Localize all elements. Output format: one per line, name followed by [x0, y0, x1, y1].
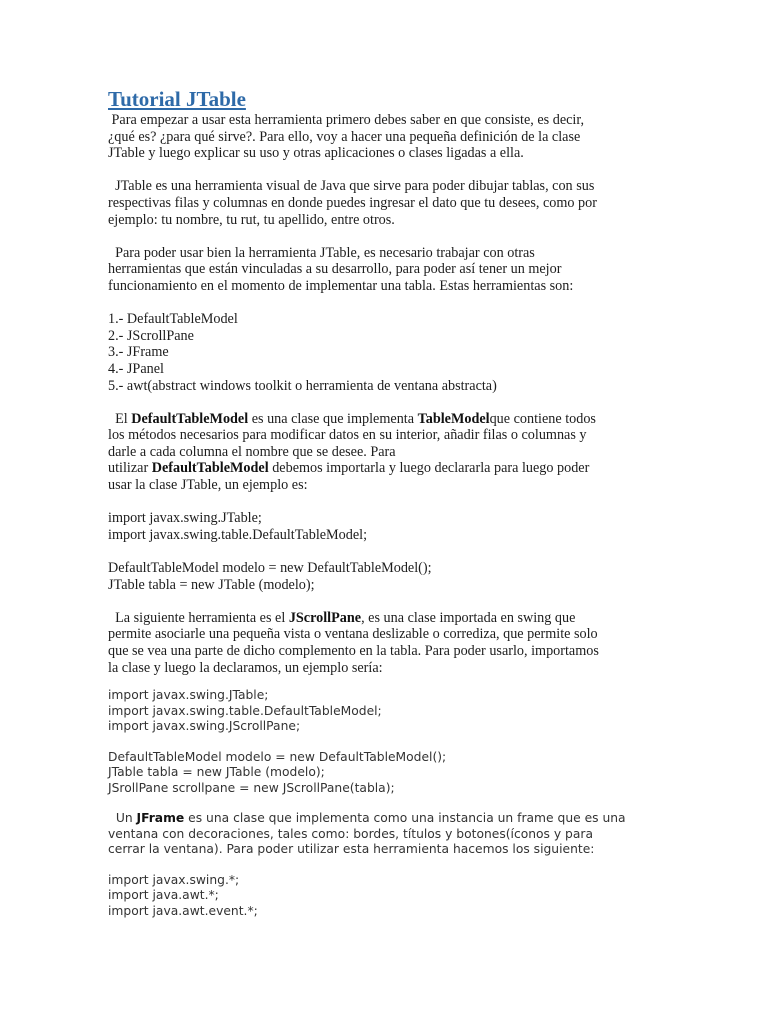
- text-span: que contiene todos: [489, 410, 596, 427]
- code-block: [108, 873, 668, 919]
- page-title: Tutorial JTable: [108, 87, 246, 111]
- text-line: [108, 811, 668, 826]
- list-item: 1.- DefaultTableModel: [108, 311, 238, 328]
- code-line: import javax.swing.JTable;: [108, 510, 262, 527]
- text-line: funcionamiento en el momento de implementar una tabla. Estas herramientas son:: [108, 277, 574, 294]
- text-span: , es una clase importada en swing que: [361, 609, 576, 626]
- tools-intro-paragraph: [108, 245, 668, 295]
- text-span: El: [108, 410, 132, 427]
- code-block: [108, 750, 668, 796]
- text-line: ¿qué es? ¿para qué sirve?. Para ello, voy a hacer una pequeña definición de la clase: [108, 128, 581, 145]
- list-item: 5.- awt(abstract windows toolkit o herramienta de ventana abstracta): [108, 377, 497, 394]
- code-line: DefaultTableModel modelo = new DefaultTableModel();: [108, 749, 447, 764]
- list-item: 4.- JPanel: [108, 360, 164, 377]
- code-line: import javax.swing.table.DefaultTableModel;: [108, 526, 368, 543]
- defaulttablemodel-paragraph: [108, 411, 668, 494]
- text-line: [108, 411, 668, 428]
- code-line: JSrollPane scrollpane = new JScrollPane(tabla);: [108, 780, 395, 795]
- text-span: La siguiente herramienta es el: [108, 609, 289, 626]
- text-line: usar la clase JTable, un ejemplo es:: [108, 477, 308, 494]
- text-line: que se vea una parte de dicho complemento en la tabla. Para poder usarlo, importamos: [108, 643, 599, 659]
- code-block: [108, 688, 668, 734]
- text-line: cerrar la ventana). Para poder utilizar esta herramienta hacemos los siguiente:: [108, 842, 595, 857]
- bold-term: DefaultTableModel: [131, 410, 249, 427]
- intro-paragraph: [108, 112, 668, 162]
- text-line: respectivas filas y columnas en donde puedes ingresar el dato que tu desees, como por: [108, 194, 597, 211]
- tools-list: [108, 311, 668, 394]
- text-line: [108, 610, 668, 627]
- text-line: ejemplo: tu nombre, tu rut, tu apellido, entre otros.: [108, 211, 395, 228]
- bold-term: DefaultTableModel: [151, 460, 269, 477]
- code-line: JTable tabla = new JTable (modelo);: [108, 765, 325, 780]
- text-span: es una clase que implementa como una instancia un frame que es una: [184, 811, 626, 826]
- code-line: import javax.swing.*;: [108, 873, 240, 888]
- bold-term: TableModel: [417, 410, 490, 427]
- jscrollpane-paragraph: [108, 610, 668, 676]
- text-span: utilizar: [108, 460, 152, 477]
- text-line: la clase y luego la declaramos, un ejemplo sería:: [108, 659, 383, 676]
- bold-term: JScrollPane: [288, 609, 362, 626]
- jtable-description-paragraph: [108, 178, 668, 228]
- code-line: import java.awt.event.*;: [108, 903, 258, 918]
- text-span: Un: [108, 811, 137, 826]
- text-line: [108, 460, 668, 477]
- text-line: JTable es una herramienta visual de Java que sirve para poder dibujar tablas, con sus: [108, 178, 595, 195]
- code-line: import java.awt.*;: [108, 888, 219, 903]
- code-block: [108, 510, 668, 543]
- code-line: import javax.swing.JScrollPane;: [108, 719, 301, 733]
- document-page: [108, 86, 668, 919]
- text-line: Para empezar a usar esta herramienta primero debes saber en que consiste, es decir,: [108, 112, 585, 128]
- text-line: JTable y luego explicar su uso y otras aplicaciones o clases ligadas a ella.: [108, 145, 524, 162]
- text-line: permite asociarle una pequeña vista o ventana deslizable o corrediza, que permite solo: [108, 626, 598, 643]
- jframe-paragraph: [108, 811, 668, 857]
- code-block: [108, 560, 668, 593]
- text-line: ventana con decoraciones, tales como: bordes, títulos y botones(íconos y para: [108, 826, 593, 841]
- text-span: es una clase que implementa: [248, 410, 418, 427]
- text-line: darle a cada columna el nombre que se desee. Para: [108, 443, 396, 460]
- code-line: import javax.swing.table.DefaultTableModel;: [108, 703, 382, 718]
- list-item: 3.- JFrame: [108, 344, 169, 361]
- list-item: 2.- JScrollPane: [108, 327, 194, 344]
- text-line: herramientas que están vinculadas a su desarrollo, para poder así tener un mejor: [108, 261, 562, 278]
- text-line: Para poder usar bien la herramienta JTable, es necesario trabajar con otras: [108, 244, 535, 261]
- code-line: DefaultTableModel modelo = new DefaultTableModel();: [108, 560, 432, 577]
- text-line: los métodos necesarios para modificar datos en su interior, añadir filas o columnas y: [108, 427, 587, 444]
- bold-term: JFrame: [136, 811, 185, 826]
- code-line: import javax.swing.JTable;: [108, 688, 269, 703]
- code-line: JTable tabla = new JTable (modelo);: [108, 576, 315, 593]
- text-span: debemos importarla y luego declararla para luego poder: [268, 460, 590, 477]
